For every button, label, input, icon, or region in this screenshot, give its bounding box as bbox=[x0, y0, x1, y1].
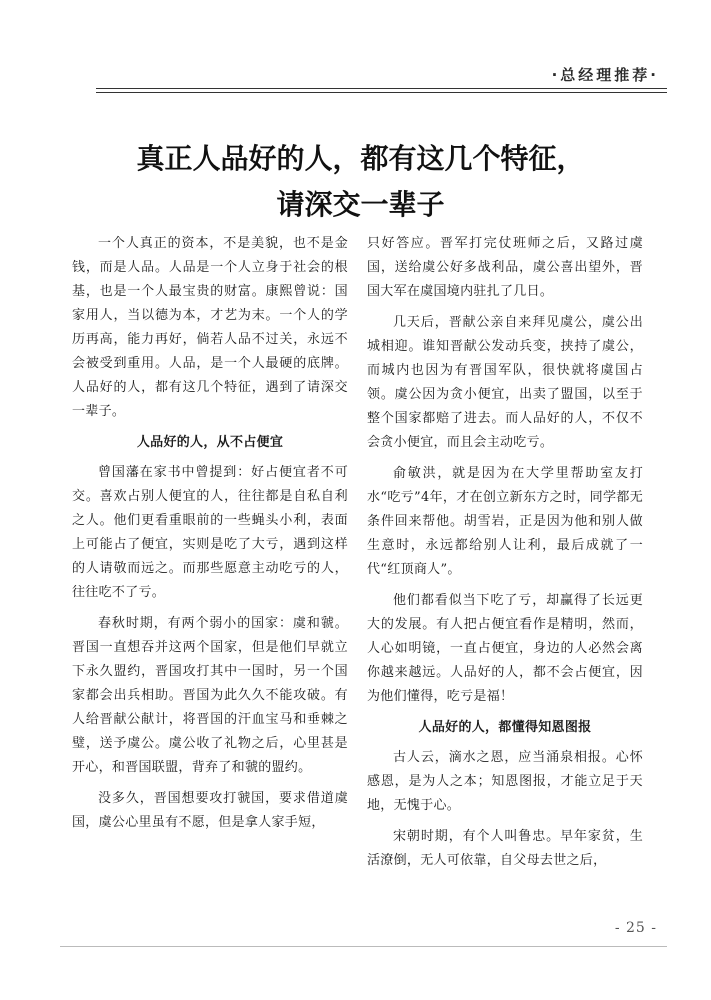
paragraph: 一个人真正的资本，不是美貌，也不是金钱，而是人品。人品是一个人立身于社会的根基，也是一个人最宝贵的财富。康熙曾说：国家用人，当以德为本，才艺为末。一个人的学历再高，能力再好，倘若人品不过关，永远不会被受到重用。人品，是一个人最硬的底牌。人品好的人，都有这几个特征，遇到了请深交一辈子。 bbox=[72, 236, 348, 419]
paragraph: 宋朝时期，有个人叫鲁忠。早年家贫，生活潦倒，无人可依靠，自父母去世之后， bbox=[367, 829, 643, 868]
paragraph: 曾国藩在家书中曾提到：好占便宜者不可交。喜欢占别人便宜的人，往往都是自私自利之人。他们更看重眼前的一些蝇头小利，表面上可能占了便宜，实则是吃了大亏，遇到这样的人请敬而远之。而那些愿意主动吃亏的人，往往吃不了亏。 bbox=[72, 465, 348, 600]
paragraph: 俞敏洪，就是因为在大学里帮助室友打水“吃亏”4年，才在创立新东方之时，同学都无条件回来帮他。胡雪岩，正是因为他和别人做生意时，永远都给别人让利，最后成就了一代“红顶商人”。 bbox=[367, 466, 643, 577]
title-line-1: 真正人品好的人，都有这几个特征， bbox=[136, 142, 585, 175]
title-line-2: 请深交一辈子 bbox=[276, 188, 445, 221]
paragraph: 古人云，滴水之恩，应当涌泉相报。心怀感恩，是为人之本；知恩图报，才能立足于天地，无愧于心。 bbox=[367, 750, 643, 813]
paragraph: 他们都看似当下吃了亏，却赢得了长远更大的发展。有人把占便宜看作是精明，然而，人心如明镜，一直占便宜，身边的人必然会离你越来越远。人品好的人，都不会占便宜，因为他们懂得，吃亏是福！ bbox=[367, 593, 643, 704]
page-number: - 25 - bbox=[614, 920, 657, 936]
right-column bbox=[367, 232, 643, 880]
left-column bbox=[72, 232, 348, 842]
article-title bbox=[60, 136, 661, 228]
section-header: ·总经理推荐· bbox=[551, 66, 659, 84]
paragraph: 春秋时期，有两个弱小的国家：虞和虢。晋国一直想吞并这两个国家，但是他们早就立下永久盟约，晋国攻打其中一国时，另一个国家都会出兵相助。晋国为此久久不能攻破。有人给晋献公献计，将晋国的汗血宝马和垂棘之璧，送予虞公。虞公收了礼物之后，心里甚是开心，和晋国联盟，背弃了和虢的盟约。 bbox=[72, 616, 348, 775]
paragraph: 几天后，晋献公亲自来拜见虞公，虞公出城相迎。谁知晋献公发动兵变，挟持了虞公，而城内也因为有晋国军队，很快就将虞国占领。虞公因为贪小便宜，出卖了盟国，以至于整个国家都赔了进去。而人品好的人，不仅不会贪小便宜，而且会主动吃亏。 bbox=[367, 315, 643, 450]
header-rule bbox=[96, 88, 667, 89]
header-rule-thin bbox=[96, 92, 667, 93]
footer-rule bbox=[60, 946, 667, 947]
paragraph: 没多久，晋国想要攻打虢国，要求借道虞国，虞公心里虽有不愿，但是拿人家手短， bbox=[72, 791, 348, 830]
section-heading: 人品好的人，从不占便宜 bbox=[136, 435, 284, 450]
paragraph-continued: 只好答应。晋军打完仗班师之后，又路过虞国，送给虞公好多战利品，虞公喜出望外，晋国大军在虞国境内驻扎了几日。 bbox=[367, 236, 643, 299]
section-heading: 人品好的人，都懂得知恩图报 bbox=[418, 720, 592, 735]
